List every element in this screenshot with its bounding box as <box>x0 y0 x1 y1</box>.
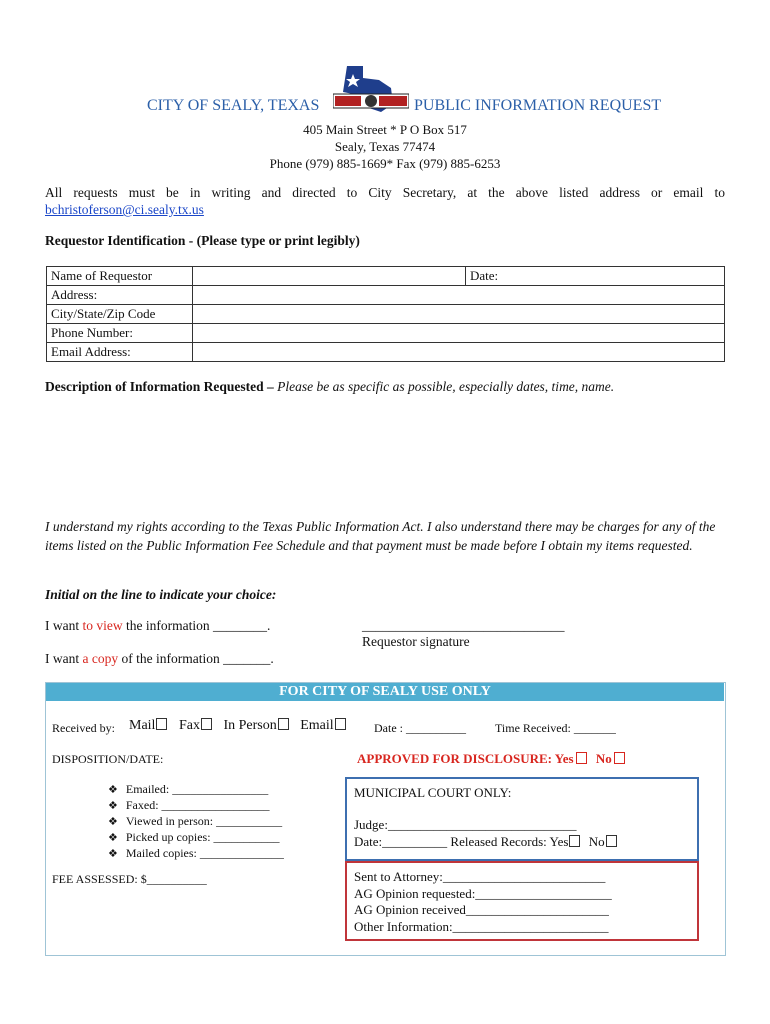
description-heading-row <box>45 379 614 395</box>
field-phone[interactable] <box>193 324 725 343</box>
diamond-bullet-icon: ❖ <box>108 816 118 828</box>
disposition-list <box>108 782 284 862</box>
signature-label: Requestor signature <box>362 634 470 649</box>
copy-choice[interactable] <box>45 651 274 667</box>
method-in-person-label: In Person <box>223 718 277 733</box>
view-choice-prefix: I want <box>45 618 80 633</box>
copy-choice-highlight: a copy <box>82 651 119 666</box>
label-name: Name of Requestor <box>47 267 193 286</box>
mailed-item: Mailed copies: ______________ <box>125 846 284 860</box>
field-address[interactable] <box>193 286 725 305</box>
view-choice-highlight: to view <box>82 618 123 633</box>
municipal-heading: MUNICIPAL COURT ONLY: <box>354 785 512 800</box>
received-date[interactable]: Date : __________ <box>374 721 466 735</box>
description-area[interactable] <box>45 400 725 505</box>
time-received[interactable]: Time Received: _______ <box>495 721 616 735</box>
list-item[interactable] <box>108 830 284 846</box>
approved-yes-label: APPROVED FOR DISCLOSURE: Yes <box>357 751 574 766</box>
sent-to-attorney-field[interactable]: Sent to Attorney:_________________________ <box>354 869 606 884</box>
field-city-state-zip[interactable] <box>193 305 725 324</box>
attorney-list <box>354 869 612 935</box>
approved-no-checkbox[interactable] <box>614 752 625 764</box>
ag-opinion-requested-field[interactable]: AG Opinion requested:_____________________ <box>354 885 612 901</box>
description-heading: Description of Information Requested – <box>45 379 274 394</box>
ag-opinion-received-field[interactable]: AG Opinion received______________________ <box>354 902 609 917</box>
field-date[interactable] <box>466 267 725 286</box>
released-no-label: No <box>588 834 605 849</box>
approved-yes-checkbox[interactable] <box>576 752 587 764</box>
city-logo <box>333 64 409 114</box>
choice-heading: Initial on the line to indicate your choice: <box>45 587 277 602</box>
approved-for-disclosure <box>357 751 625 767</box>
form-title: PUBLIC INFORMATION REQUEST <box>414 97 662 114</box>
fee-assessed[interactable]: FEE ASSESSED: $__________ <box>52 872 207 886</box>
city-name: CITY OF SEALY, TEXAS <box>147 97 320 114</box>
received-methods <box>129 718 346 734</box>
fax-checkbox[interactable] <box>201 718 212 730</box>
signature-line[interactable]: ______________________________ <box>362 618 565 633</box>
official-use-band: FOR CITY OF SEALY USE ONLY <box>46 683 724 701</box>
label-phone: Phone Number: <box>47 324 193 343</box>
viewed-item: Viewed in person: ___________ <box>125 814 283 828</box>
approved-no-label: No <box>595 751 612 766</box>
list-item[interactable] <box>108 846 284 862</box>
field-name[interactable] <box>193 267 466 286</box>
email-checkbox[interactable] <box>335 718 346 730</box>
label-email: Email Address: <box>47 343 193 362</box>
diamond-bullet-icon: ❖ <box>108 832 118 844</box>
received-by-label: Received by: <box>52 721 115 735</box>
released-records-label: Date:__________ Released Records: Yes <box>354 834 569 849</box>
disposition-label: DISPOSITION/DATE: <box>52 752 164 766</box>
requestor-table <box>46 266 725 362</box>
diamond-bullet-icon: ❖ <box>108 848 118 860</box>
method-email-label: Email <box>300 718 334 733</box>
email-link[interactable]: bchristoferson@ci.sealy.tx.us <box>45 202 204 217</box>
mail-checkbox[interactable] <box>156 718 167 730</box>
diamond-bullet-icon: ❖ <box>108 800 118 812</box>
judge-field[interactable]: Judge:_____________________________ <box>354 817 577 832</box>
rights-statement: I understand my rights according to the Texas Public Information Act. I also understand there may be charges for any of the items listed on the Public Information Fee Schedule and that payment must be made before I obtain my items requested. <box>45 519 716 553</box>
list-item[interactable] <box>108 782 284 798</box>
list-item[interactable] <box>108 798 284 814</box>
municipal-date-row <box>354 834 617 850</box>
requestor-heading: Requestor Identification - (Please type or print legibly) <box>45 233 360 248</box>
method-fax-label: Fax <box>178 718 200 733</box>
picked-up-item: Picked up copies: ___________ <box>125 830 280 844</box>
diamond-bullet-icon: ❖ <box>108 784 118 796</box>
label-address: Address: <box>47 286 193 305</box>
copy-choice-suffix: of the information _______. <box>121 651 274 666</box>
address-line-2: Sealy, Texas 77474 <box>334 139 436 154</box>
in-person-checkbox[interactable] <box>278 718 289 730</box>
intro-text: All requests must be in writing and directed to City Secretary, at the above listed address or email to <box>45 185 725 200</box>
other-information-field[interactable]: Other Information:________________________ <box>354 918 609 934</box>
emailed-item: Emailed: ________________ <box>125 782 269 796</box>
view-choice-suffix: the information ________. <box>126 618 271 633</box>
copy-choice-prefix: I want <box>45 651 80 666</box>
method-mail-label: Mail <box>129 718 156 733</box>
view-choice[interactable] <box>45 618 270 634</box>
phone-line: Phone (979) 885-1669* Fax (979) 885-6253 <box>269 156 501 171</box>
label-city-state-zip: City/State/Zip Code <box>47 305 193 324</box>
field-email[interactable] <box>193 343 725 362</box>
label-date: Date: <box>470 268 499 283</box>
description-hint: Please be as specific as possible, especially dates, time, name. <box>277 379 615 394</box>
faxed-item: Faxed: __________________ <box>125 798 270 812</box>
released-no-checkbox[interactable] <box>606 835 617 847</box>
address-line-1: 405 Main Street * P O Box 517 <box>303 122 467 137</box>
released-yes-checkbox[interactable] <box>569 835 580 847</box>
list-item[interactable] <box>108 814 284 830</box>
